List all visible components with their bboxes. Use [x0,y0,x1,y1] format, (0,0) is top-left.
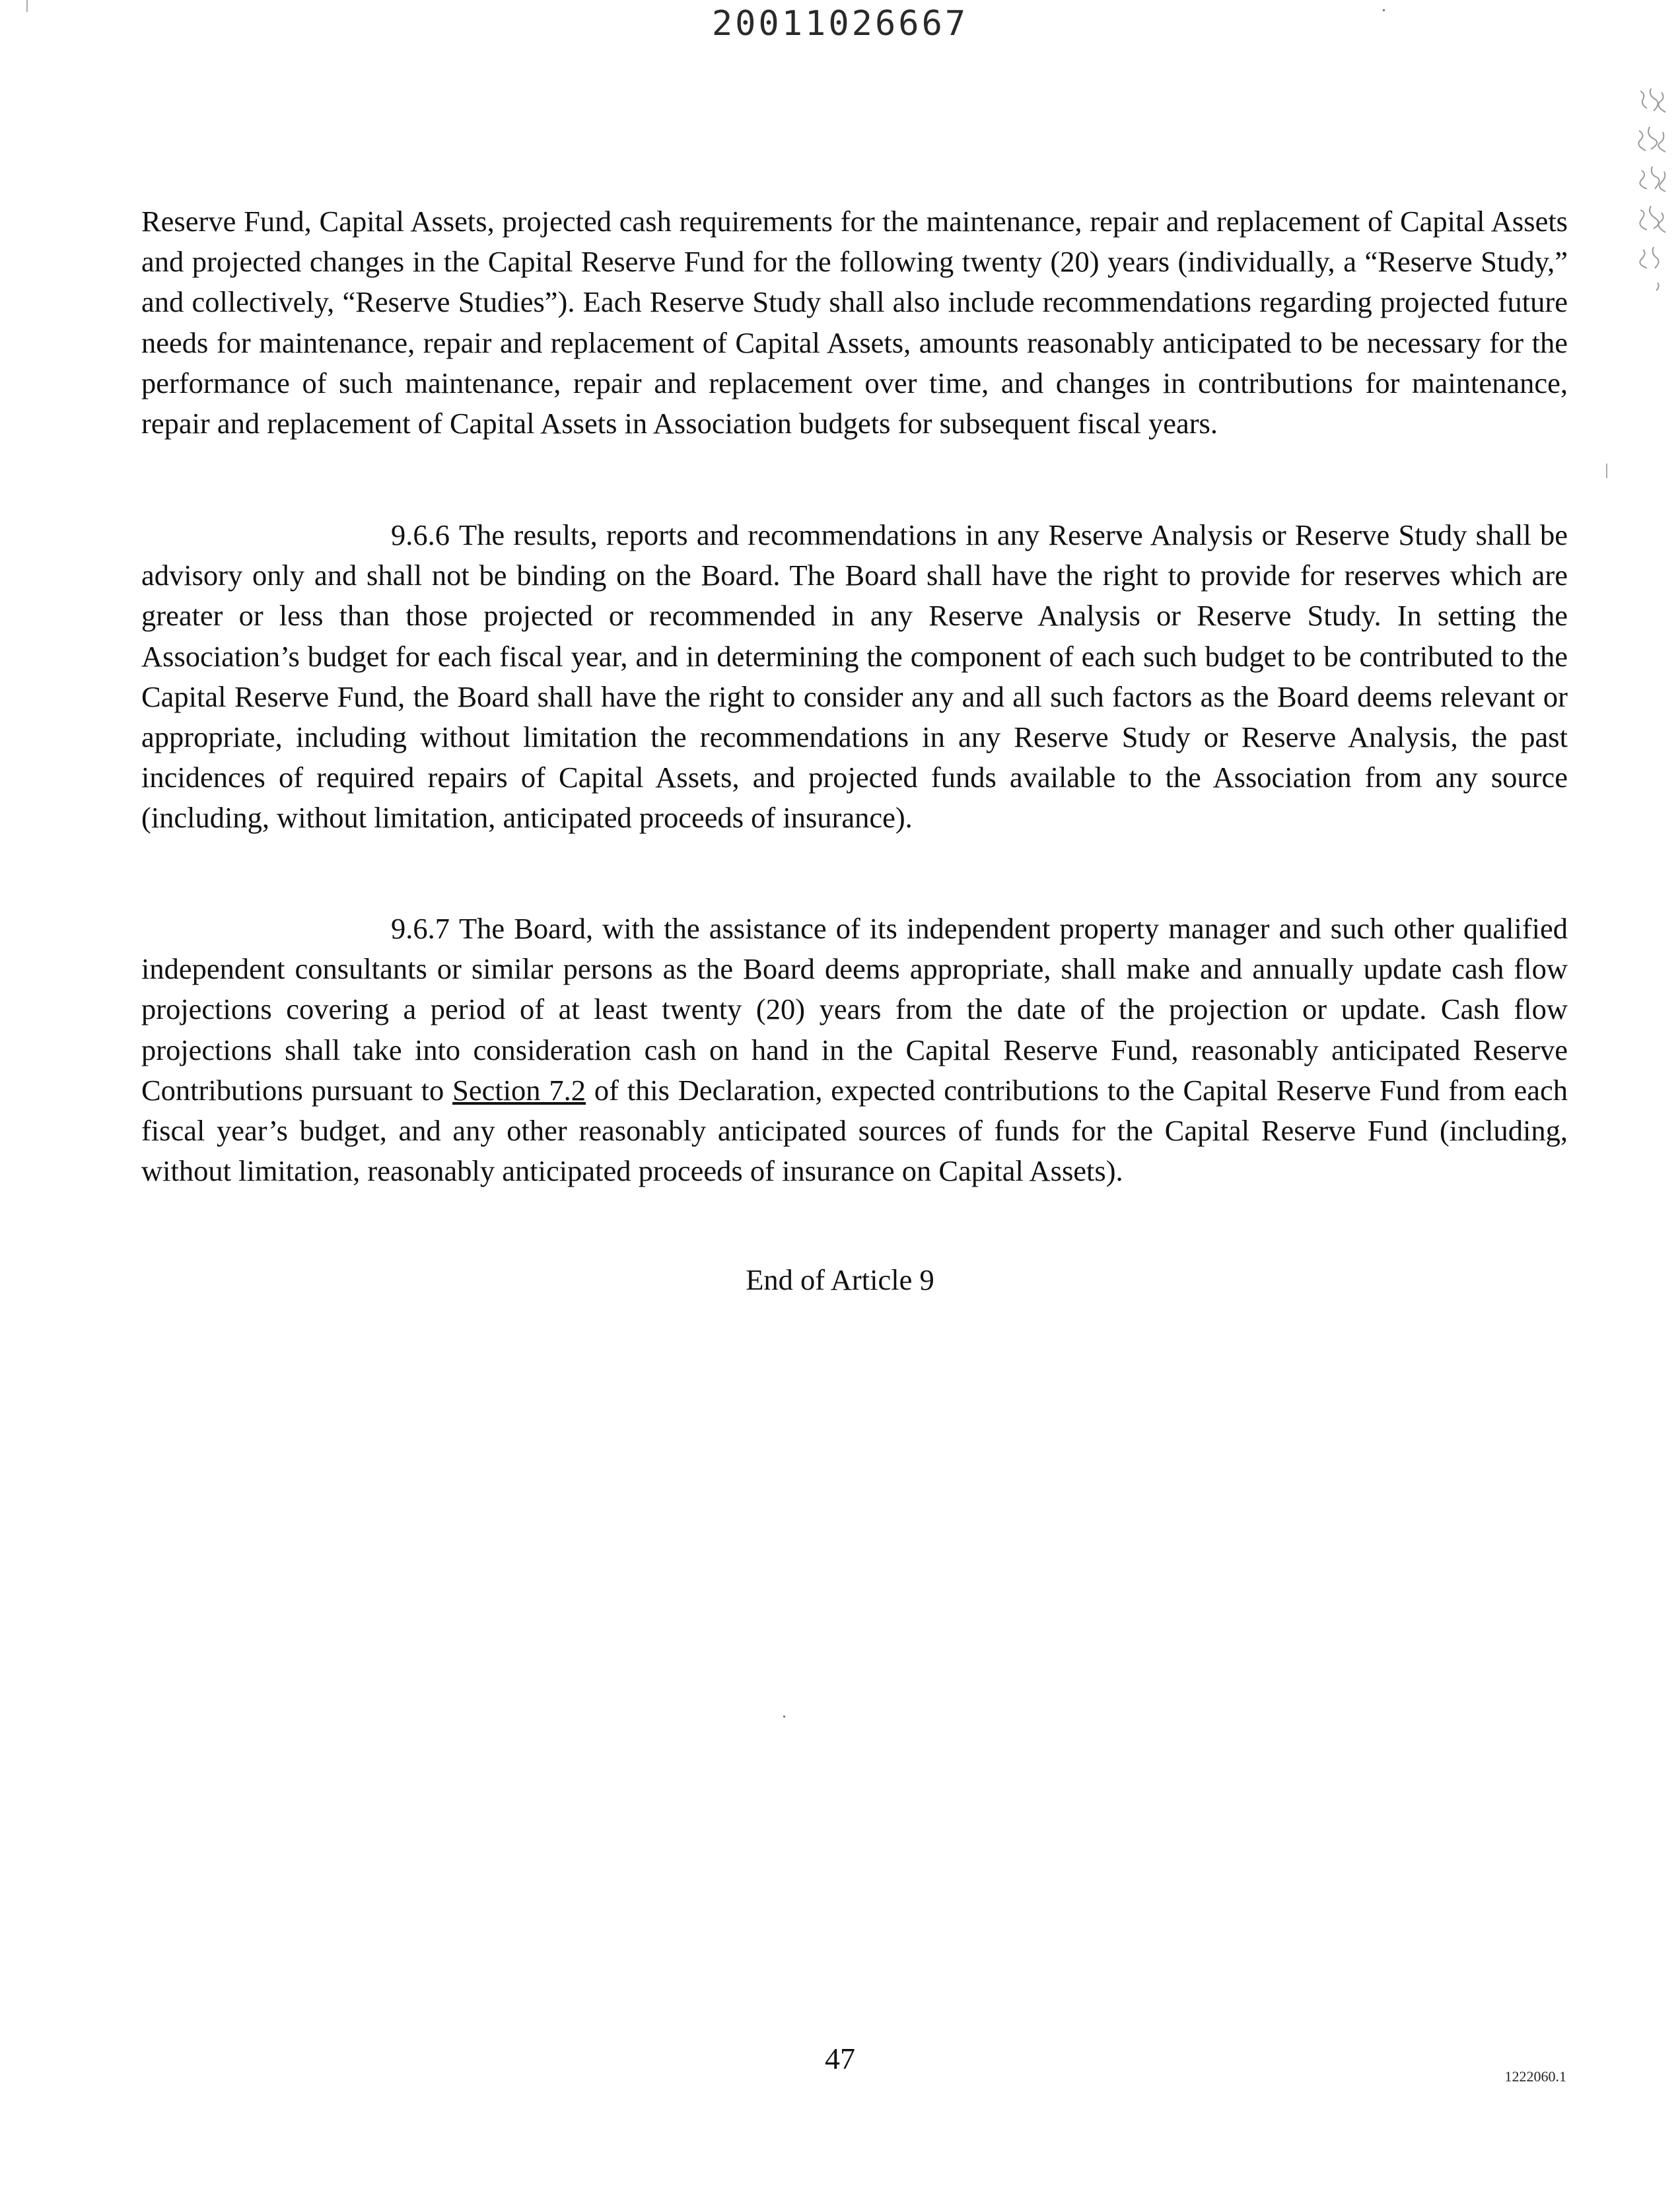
scan-mark [26,0,28,12]
paragraph-section-9-6-7 [141,909,1568,1191]
scan-speck [783,1716,785,1718]
end-of-article-marker: End of Article 9 [746,1263,934,1296]
page-number: 47 [825,2042,855,2075]
margin-stamp-mark [1634,85,1675,302]
paragraph-section-9-6-6 [141,515,1568,839]
section-number-9-6-6: 9.6.6 [391,518,450,551]
section-9-6-7-text-after-ref: of this Declaration, expected contributions to the Capital Reserve Fund from each fiscal year’s budget, and any other reasonably anticipated sources of funds for the Capital Reserve Fund (including, without limitation, reasonably anticipated proceeds of insurance on Capital Assets). [141,1073,1568,1188]
scan-mark [1606,464,1607,478]
section-number-9-6-7: 9.6.7 [391,912,450,945]
paragraph-continued: Reserve Fund, Capital Assets, projected cash requirements for the maintenance, repair and replacement of Capital Assets and projected changes in the Capital Reserve Fund for the following twenty (20) years (individually, a “Reserve Study,” and collectively, “Reserve Studies”). Each Reserve Study shall also include recommendations regarding projected future needs for maintenance, repair and replacement of Capital Assets, amounts reasonably anticipated to be necessary for the performance of such maintenance, repair and replacement over time, and changes in contributions for maintenance, repair and replacement of Capital Assets in Association budgets for subsequent fiscal years. [141,205,1568,440]
file-identifier: 1222060.1 [1504,2068,1566,2085]
section-9-6-7-text-before-ref: The Board, with the assistance of its independent property manager and such other qualified independent consultants or similar persons as the Board deems appropriate, shall make and annually update cash flow projections covering a period of at least twenty (20) years from the date of the projection or update. Cash flow projections shall take into consideration cash on hand in the Capital Reserve Fund, reasonably anticipated Reserve Contributions pursuant to [141,912,1568,1107]
section-7-2-reference: Section 7.2 [452,1073,586,1107]
scan-speck [1383,9,1385,11]
section-9-6-6-text: The results, reports and recommendations in any Reserve Analysis or Reserve Study shall be advisory only and shall not be binding on the Board. The Board shall have the right to provide for reserves which are greater or less than those projected or recommended in any Reserve Analysis or Reserve Study. In setting the Association’s budget for each fiscal year, and in determining the component of each such budget to be contributed to the Capital Reserve Fund, the Board shall have the right to consider any and all such factors as the Board deems relevant or appropriate, including without limitation the recommendations in any Reserve Study or Reserve Analysis, the past incidences of required repairs of Capital Assets, and projected funds available to the Association from any source (including, without limitation, anticipated proceeds of insurance). [141,518,1568,835]
document-number: 20011026667 [711,4,969,44]
